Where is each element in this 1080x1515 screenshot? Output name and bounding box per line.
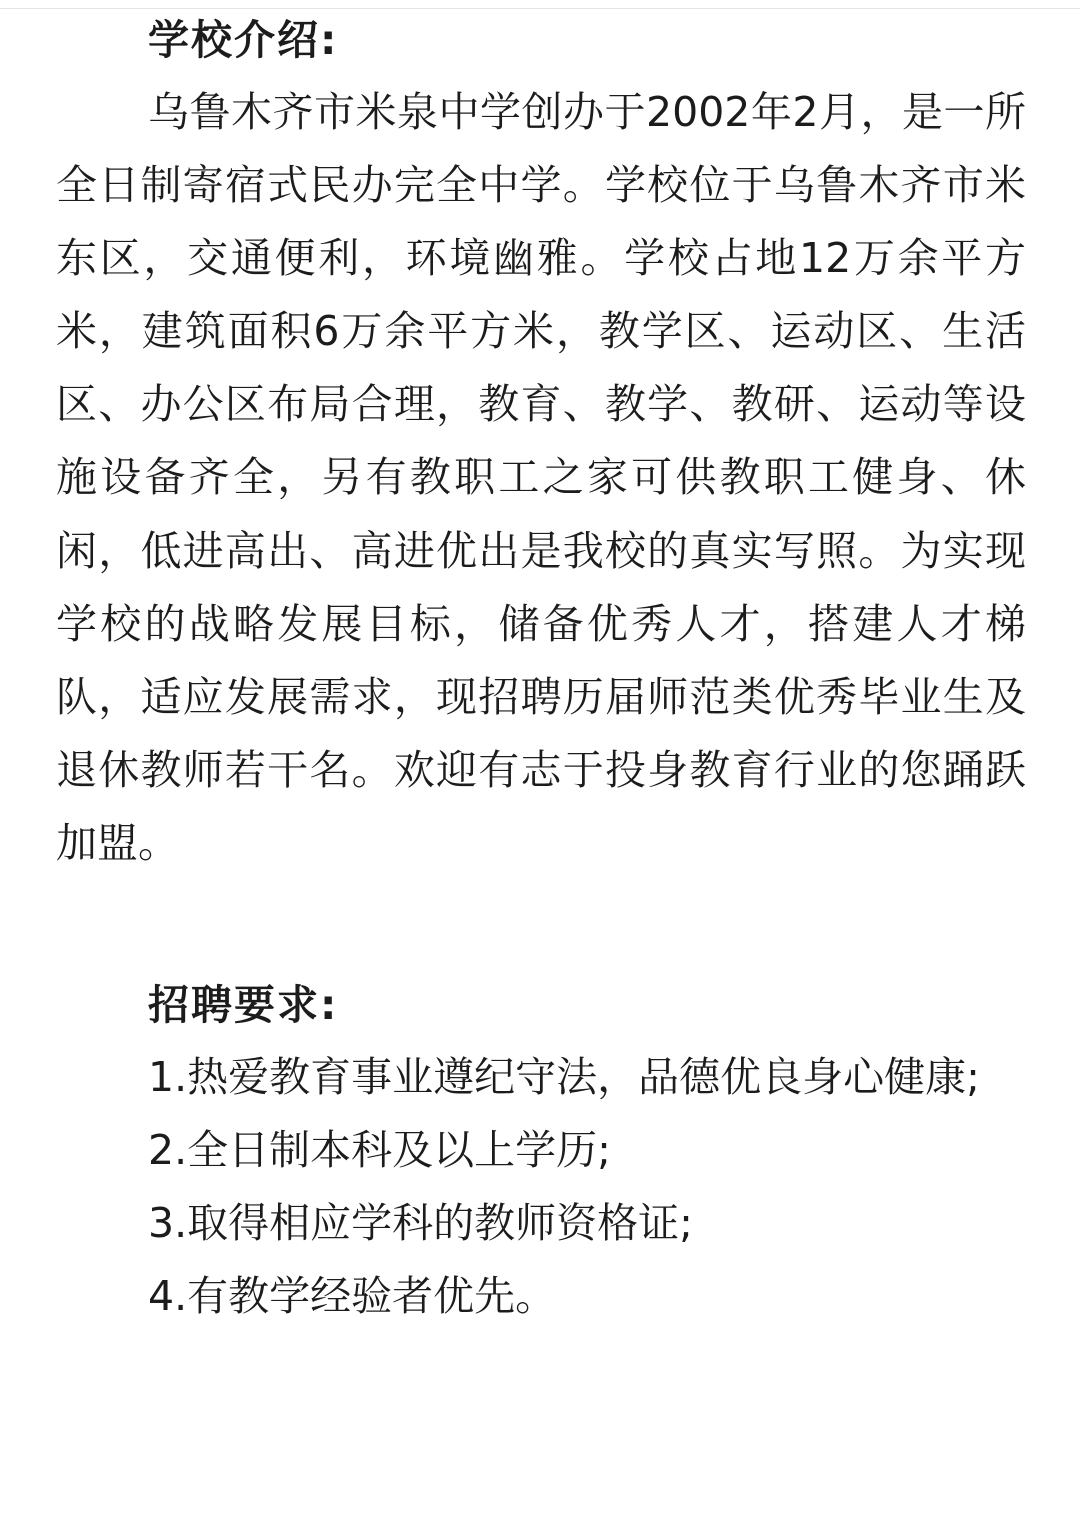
- top-divider: [0, 8, 1080, 9]
- article-body: [56, 10, 1026, 1333]
- requirements-list: [56, 1041, 1026, 1333]
- requirement-item: 2.全日制本科及以上学历;: [148, 1126, 611, 1175]
- requirement-item: 4.有教学经验者优先。: [148, 1272, 557, 1321]
- requirement-item: 3.取得相应学科的教师资格证;: [148, 1199, 693, 1248]
- school-intro-section: [56, 10, 1026, 880]
- section-spacer: [56, 880, 1026, 975]
- school-intro-heading: 学校介绍:: [148, 16, 339, 64]
- requirements-section: [56, 975, 1026, 1333]
- school-intro-paragraph: 乌鲁木齐市米泉中学创办于2002年2月，是一所全日制寄宿式民办完全中学。学校位于乌鲁木齐市米东区，交通便利，环境幽雅。学校占地12万余平方米，建筑面积6万余平方米，教学区、运动区、生活区、办公区布局合理，教育、教学、教研、运动等设施设备齐全，另有教职工之家可供教职工健身、休闲，低进高出、高进优出是我校的真实写照。为实现学校的战略发展目标，储备优秀人才，搭建人才梯队，适应发展需求，现招聘历届师范类优秀毕业生及退休教师若干名。欢迎有志于投身教育行业的您踊跃加盟。: [56, 88, 1026, 867]
- requirement-item: 1.热爱教育事业遵纪守法，品德优良身心健康;: [148, 1053, 980, 1102]
- requirements-heading: 招聘要求:: [148, 981, 339, 1030]
